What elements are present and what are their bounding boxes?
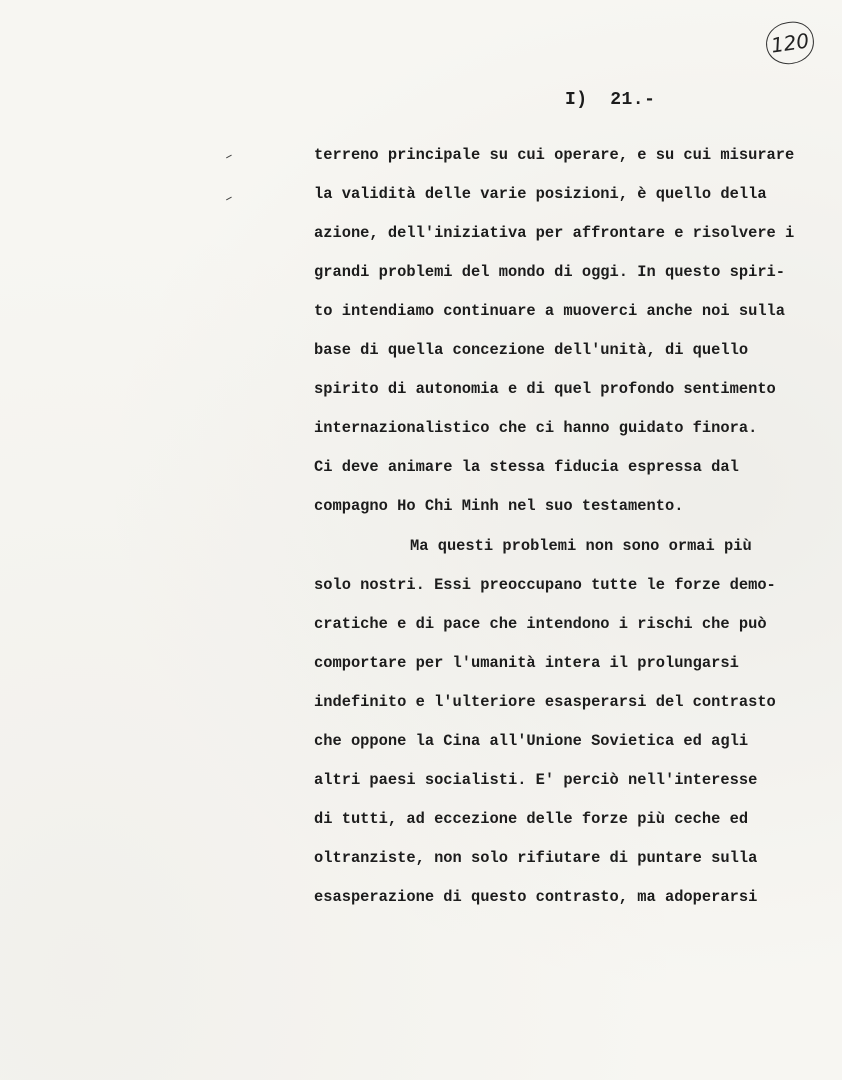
text-line: comportare per l'umanità intera il prolungarsi (314, 654, 739, 672)
text-line: cratiche e di pace che intendono i rischi che può (314, 615, 767, 633)
text-line: la validità delle varie posizioni, è quello della (314, 185, 767, 203)
margin-tick-mark (226, 197, 232, 201)
text-line: Ci deve animare la stessa fiducia espressa dal (314, 458, 739, 476)
text-line: internazionalistico che ci hanno guidato finora. (314, 419, 758, 437)
text-line: spirito di autonomia e di quel profondo sentimento (314, 380, 776, 398)
text-line: solo nostri. Essi preoccupano tutte le forze demo- (314, 576, 776, 594)
text-line: grandi problemi del mondo di oggi. In questo spiri- (314, 263, 786, 281)
text-line: di tutti, ad eccezione delle forze più ceche ed (314, 810, 749, 828)
text-line: to intendiamo continuare a muoverci anche noi sulla (314, 302, 786, 320)
text-line: oltranziste, non solo rifiutare di puntare sulla (314, 849, 758, 867)
text-line: azione, dell'iniziativa per affrontare e risolvere i (314, 224, 795, 242)
text-line: che oppone la Cina all'Unione Sovietica ed agli (314, 732, 749, 750)
page-reference: I) 21.- (565, 90, 656, 110)
archive-page-number: 120 (763, 19, 816, 67)
text-line: terreno principale su cui operare, e su cui misurare (314, 146, 795, 164)
text-line: compagno Ho Chi Minh nel suo testamento. (314, 497, 684, 515)
text-line: esasperazione di questo contrasto, ma adoperarsi (314, 888, 758, 906)
text-line: base di quella concezione dell'unità, di quello (314, 341, 749, 359)
text-line: altri paesi socialisti. E' perciò nell'interesse (314, 771, 758, 789)
margin-tick-mark (226, 155, 232, 159)
text-line: indefinito e l'ulteriore esasperarsi del contrasto (314, 693, 776, 711)
text-line: Ma questi problemi non sono ormai più (410, 537, 752, 555)
